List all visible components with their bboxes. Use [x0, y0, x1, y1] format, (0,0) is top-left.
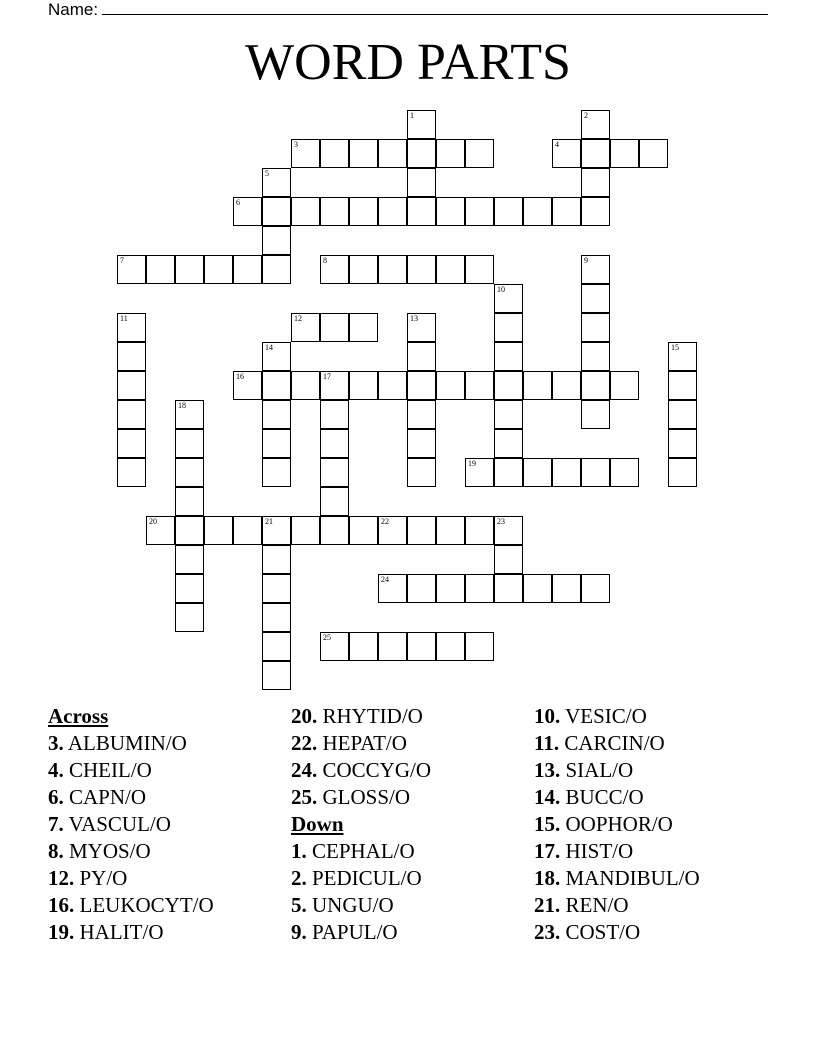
- clue-item: 4. CHEIL/O: [48, 758, 152, 782]
- cell-number: 16: [236, 372, 244, 381]
- grid-cell[interactable]: [407, 255, 436, 284]
- grid-cell[interactable]: [175, 516, 204, 545]
- grid-cell[interactable]: [291, 516, 320, 545]
- grid-cell[interactable]: [291, 139, 320, 168]
- cell-number: 1: [410, 111, 414, 120]
- grid-cell[interactable]: [117, 458, 146, 487]
- grid-cell[interactable]: [639, 139, 668, 168]
- grid-cell[interactable]: [581, 284, 610, 313]
- grid-cell[interactable]: [349, 197, 378, 226]
- clue-item: 12. PY/O: [48, 866, 128, 890]
- grid-cell[interactable]: [262, 516, 291, 545]
- grid-cell[interactable]: [320, 400, 349, 429]
- grid-cell[interactable]: [349, 313, 378, 342]
- clue-item: 9. PAPUL/O: [291, 920, 398, 944]
- grid-cell[interactable]: [146, 255, 175, 284]
- clue-item: 25. GLOSS/O: [291, 785, 411, 809]
- grid-cell[interactable]: [262, 632, 291, 661]
- grid-cell[interactable]: [465, 458, 494, 487]
- clue-item: 10. VESIC/O: [534, 704, 647, 728]
- grid-cell[interactable]: [465, 632, 494, 661]
- grid-cell[interactable]: [407, 168, 436, 197]
- grid-cell[interactable]: [349, 255, 378, 284]
- grid-cell[interactable]: [262, 168, 291, 197]
- grid-cell[interactable]: [262, 458, 291, 487]
- cell-number: 4: [555, 140, 559, 149]
- grid-cell[interactable]: [436, 255, 465, 284]
- cell-number: 21: [265, 517, 273, 526]
- cell-number: 11: [120, 314, 128, 323]
- cell-number: 17: [323, 372, 331, 381]
- grid-cell[interactable]: [668, 371, 697, 400]
- grid-cell[interactable]: [175, 429, 204, 458]
- cell-number: 15: [671, 343, 679, 352]
- name-label: Name:: [48, 0, 99, 19]
- grid-cell[interactable]: [175, 400, 204, 429]
- grid-cell[interactable]: [175, 545, 204, 574]
- grid-cell[interactable]: [581, 313, 610, 342]
- grid-cell[interactable]: [117, 255, 146, 284]
- cell-number: 2: [584, 111, 588, 120]
- clue-column-2: [291, 703, 431, 946]
- clue-item: 15. OOPHOR/O: [534, 812, 673, 836]
- clue-item: 23. COST/O: [534, 920, 641, 944]
- grid-cell[interactable]: [581, 168, 610, 197]
- clue-item: 1. CEPHAL/O: [291, 839, 415, 863]
- grid-cell[interactable]: [233, 255, 262, 284]
- grid-cell[interactable]: [552, 139, 581, 168]
- grid-cell[interactable]: [610, 139, 639, 168]
- clue-item: 11. CARCIN/O: [534, 731, 665, 755]
- grid-cell[interactable]: [494, 313, 523, 342]
- clue-item: 18. MANDIBUL/O: [534, 866, 700, 890]
- grid-cell[interactable]: [407, 110, 436, 139]
- grid-cell[interactable]: [407, 371, 436, 400]
- grid-cell[interactable]: [465, 574, 494, 603]
- grid-cell[interactable]: [407, 429, 436, 458]
- grid-cell[interactable]: [494, 197, 523, 226]
- grid-cell[interactable]: [349, 632, 378, 661]
- grid-cell[interactable]: [581, 371, 610, 400]
- grid-cell[interactable]: [378, 255, 407, 284]
- grid-cell[interactable]: [349, 516, 378, 545]
- grid-cell[interactable]: [320, 371, 349, 400]
- grid-cell[interactable]: [581, 342, 610, 371]
- cell-number: 12: [294, 314, 302, 323]
- grid-cell[interactable]: [436, 139, 465, 168]
- grid-cell[interactable]: [349, 371, 378, 400]
- clue-item: 19. HALIT/O: [48, 920, 164, 944]
- grid-cell[interactable]: [610, 371, 639, 400]
- clue-item: 20. RHYTID/O: [291, 704, 423, 728]
- cell-number: 18: [178, 401, 186, 410]
- clue-item: 16. LEUKOCYT/O: [48, 893, 214, 917]
- grid-cell[interactable]: [494, 516, 523, 545]
- grid-cell[interactable]: [378, 632, 407, 661]
- grid-cell[interactable]: [117, 371, 146, 400]
- grid-cell[interactable]: [378, 371, 407, 400]
- grid-cell[interactable]: [117, 429, 146, 458]
- cell-number: 9: [584, 256, 588, 265]
- grid-cell[interactable]: [320, 516, 349, 545]
- down-heading: Down: [291, 812, 344, 836]
- grid-cell[interactable]: [552, 371, 581, 400]
- clue-item: 22. HEPAT/O: [291, 731, 407, 755]
- grid-cell[interactable]: [407, 516, 436, 545]
- grid-cell[interactable]: [436, 371, 465, 400]
- grid-cell[interactable]: [610, 458, 639, 487]
- grid-cell[interactable]: [204, 255, 233, 284]
- grid-cell[interactable]: [320, 139, 349, 168]
- cell-number: 24: [381, 575, 389, 584]
- cell-number: 20: [149, 517, 157, 526]
- grid-cell[interactable]: [465, 371, 494, 400]
- grid-cell[interactable]: [552, 197, 581, 226]
- grid-cell[interactable]: [494, 429, 523, 458]
- clue-item: 21. REN/O: [534, 893, 629, 917]
- grid-cell[interactable]: [291, 197, 320, 226]
- grid-cell[interactable]: [465, 139, 494, 168]
- grid-cell[interactable]: [262, 255, 291, 284]
- grid-cell[interactable]: [146, 516, 175, 545]
- grid-cell[interactable]: [668, 400, 697, 429]
- clue-item: 17. HIST/O: [534, 839, 634, 863]
- grid-cell[interactable]: [436, 632, 465, 661]
- grid-cell[interactable]: [378, 197, 407, 226]
- grid-cell[interactable]: [262, 371, 291, 400]
- grid-cell[interactable]: [407, 400, 436, 429]
- grid-cell[interactable]: [581, 255, 610, 284]
- grid-cell[interactable]: [291, 313, 320, 342]
- grid-cell[interactable]: [581, 400, 610, 429]
- cell-number: 6: [236, 198, 240, 207]
- grid-cell[interactable]: [262, 545, 291, 574]
- grid-cell[interactable]: [436, 516, 465, 545]
- cell-number: 8: [323, 256, 327, 265]
- grid-cell[interactable]: [378, 516, 407, 545]
- grid-cell[interactable]: [494, 545, 523, 574]
- grid-cell[interactable]: [320, 487, 349, 516]
- cell-number: 25: [323, 633, 331, 642]
- grid-cell[interactable]: [668, 342, 697, 371]
- puzzle-title: WORD PARTS: [245, 34, 571, 91]
- grid-cell[interactable]: [581, 139, 610, 168]
- cell-number: 3: [294, 140, 298, 149]
- clue-column-1: [48, 703, 214, 946]
- grid-cell[interactable]: [436, 574, 465, 603]
- cell-number: 10: [497, 285, 505, 294]
- grid-cell[interactable]: [407, 197, 436, 226]
- grid-cell[interactable]: [494, 574, 523, 603]
- grid-cell[interactable]: [552, 458, 581, 487]
- clue-item: 8. MYOS/O: [48, 839, 151, 863]
- clue-item: 24. COCCYG/O: [291, 758, 432, 782]
- clue-item: 3. ALBUMIN/O: [48, 731, 187, 755]
- cell-number: 7: [120, 256, 124, 265]
- grid-cell[interactable]: [262, 197, 291, 226]
- grid-cell[interactable]: [407, 342, 436, 371]
- grid-cell[interactable]: [407, 458, 436, 487]
- grid-cell[interactable]: [262, 574, 291, 603]
- grid-cell[interactable]: [349, 139, 378, 168]
- grid-cell[interactable]: [320, 632, 349, 661]
- cell-number: 23: [497, 517, 505, 526]
- grid-cell[interactable]: [175, 487, 204, 516]
- clue-item: 5. UNGU/O: [291, 893, 394, 917]
- grid-cell[interactable]: [494, 284, 523, 313]
- grid-cell[interactable]: [320, 197, 349, 226]
- grid-cell[interactable]: [494, 342, 523, 371]
- grid-cell[interactable]: [494, 458, 523, 487]
- grid-cell[interactable]: [262, 342, 291, 371]
- grid-cell[interactable]: [204, 516, 233, 545]
- grid-cell[interactable]: [320, 458, 349, 487]
- grid-cell[interactable]: [581, 197, 610, 226]
- grid-cell[interactable]: [262, 400, 291, 429]
- grid-cell[interactable]: [668, 429, 697, 458]
- grid-cell[interactable]: [581, 574, 610, 603]
- clue-item: 7. VASCUL/O: [48, 812, 171, 836]
- grid-cell[interactable]: [320, 255, 349, 284]
- cell-number: 5: [265, 169, 269, 178]
- grid-cell[interactable]: [291, 371, 320, 400]
- grid-cell[interactable]: [523, 574, 552, 603]
- grid-cell[interactable]: [465, 197, 494, 226]
- grid-cell[interactable]: [320, 429, 349, 458]
- cell-number: 14: [265, 343, 273, 352]
- grid-cell[interactable]: [407, 139, 436, 168]
- grid-cell[interactable]: [407, 313, 436, 342]
- grid-cell[interactable]: [262, 603, 291, 632]
- grid-cell[interactable]: [117, 400, 146, 429]
- grid-cell[interactable]: [465, 516, 494, 545]
- grid-cell[interactable]: [233, 371, 262, 400]
- grid-cell[interactable]: [175, 603, 204, 632]
- clue-item: 2. PEDICUL/O: [291, 866, 422, 890]
- grid-cell[interactable]: [465, 255, 494, 284]
- grid-cell[interactable]: [262, 661, 291, 690]
- cell-number: 13: [410, 314, 418, 323]
- grid-cell[interactable]: [552, 574, 581, 603]
- grid-cell[interactable]: [523, 458, 552, 487]
- grid-cell[interactable]: [175, 458, 204, 487]
- grid-cell[interactable]: [407, 632, 436, 661]
- grid-cell[interactable]: [320, 313, 349, 342]
- grid-cell[interactable]: [494, 371, 523, 400]
- grid-cell[interactable]: [581, 110, 610, 139]
- grid-cell[interactable]: [668, 458, 697, 487]
- across-heading: Across: [48, 704, 109, 728]
- grid-cell[interactable]: [262, 429, 291, 458]
- grid-cell[interactable]: [436, 197, 465, 226]
- grid-cell[interactable]: [175, 255, 204, 284]
- clue-item: 6. CAPN/O: [48, 785, 147, 809]
- grid-cell[interactable]: [117, 313, 146, 342]
- grid-cell[interactable]: [233, 197, 262, 226]
- clue-column-3: [534, 703, 700, 946]
- grid-cell[interactable]: [581, 458, 610, 487]
- clue-item: 13. SIAL/O: [534, 758, 634, 782]
- grid-cell[interactable]: [523, 371, 552, 400]
- grid-cell[interactable]: [175, 574, 204, 603]
- grid-cell[interactable]: [523, 197, 552, 226]
- grid-cell[interactable]: [262, 226, 291, 255]
- grid-cell[interactable]: [233, 516, 262, 545]
- grid-cell[interactable]: [494, 400, 523, 429]
- grid-cell[interactable]: [378, 139, 407, 168]
- grid-cell[interactable]: [117, 342, 146, 371]
- cell-number: 19: [468, 459, 476, 468]
- clue-item: 14. BUCC/O: [534, 785, 644, 809]
- grid-cell[interactable]: [407, 574, 436, 603]
- cell-number: 22: [381, 517, 389, 526]
- grid-cell[interactable]: [378, 574, 407, 603]
